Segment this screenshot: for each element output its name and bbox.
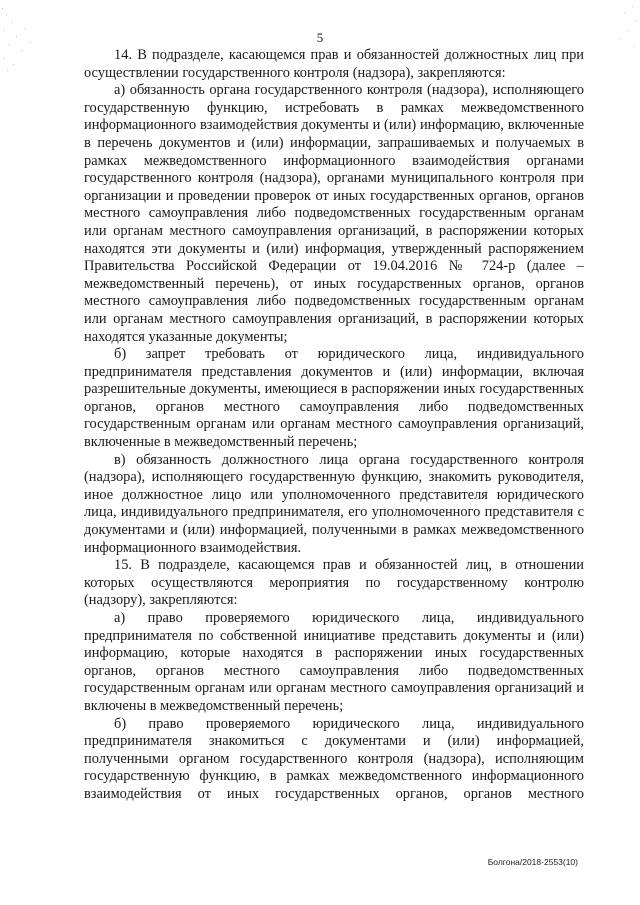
document-code-footer: Болгона/2018-2553(10)	[487, 857, 578, 867]
document-body	[84, 47, 584, 804]
page-number: 5	[316, 30, 324, 45]
paragraph-14-intro: 14. В подразделе, касающемся прав и обязанностей должностных лиц при осуществлении государственного контроля (надзора), закрепляются:	[84, 47, 584, 81]
paragraph-14-v: в) обязанность должностного лица органа государственного контроля (надзора), исполняющего государственную функцию, знакомить руководителя, иное должностное лицо или уполномоченного представителя юридического лица, индивидуального предпринимателя, его уполномоченного представителя с документами и (или) информацией, полученными в рамках межведомственного информационного взаимодействия.	[84, 451, 584, 556]
paragraph-15-b: б) право проверяемого юридического лица, индивидуального предпринимателя знакомиться с документами и (или) информацией, полученными органом государственного контроля (надзора), исполняющим государственную функцию, в рамках межведомственного информационного взаимодействия от иных государственных органов, органов местного	[84, 715, 584, 802]
paragraph-14-b: б) запрет требовать от юридического лица, индивидуального предпринимателя представления документов и (или) информации, включая разрешительные документы, имеющиеся в распоряжении иных государственных органов, органов местного самоуправления либо подведомственных государственным органам или органам местного самоуправления организаций, включенные в межведомственный перечень;	[84, 346, 584, 451]
paragraph-14-a: а) обязанность органа государственного контроля (надзора), исполняющего государственную функцию, истребовать в рамках межведомственного информационного взаимодействия документы и (или) информацию, включенные в перечень документов и (или) информации, запрашиваемых и получаемых в рамках межведомственного информационного взаимодействия органами государственного контроля (надзора), органами муниципального контроля при организации и проведении проверок от иных государственных органов, органов местного самоуправления либо подведомственных государственным органам или органам местного самоуправления организаций, в распоряжении которых находятся эти документы и (или) информация, утвержденный распоряжением Правительства Российской Федерации от 19.04.2016 № 724-р (далее – межведомственный перечень), от иных государственных органов, органов местного самоуправления либо подведомственных государственным органам или органам местного самоуправления организаций, в распоряжении которых находятся указанные документы;	[84, 82, 584, 345]
paragraph-15-intro: 15. В подразделе, касающемся прав и обязанностей лиц, в отношении которых осуществляются мероприятия по государственному контролю (надзору), закрепляются:	[84, 557, 584, 609]
paragraph-15-a: а) право проверяемого юридического лица, индивидуального предпринимателя по собственной инициативе представить документы и (или) информацию, которые находятся в распоряжении иных государственных органов, органов местного самоуправления либо подведомственных государственным органам или органам местного самоуправления организаций и включены в межведомственный перечень;	[84, 610, 584, 714]
